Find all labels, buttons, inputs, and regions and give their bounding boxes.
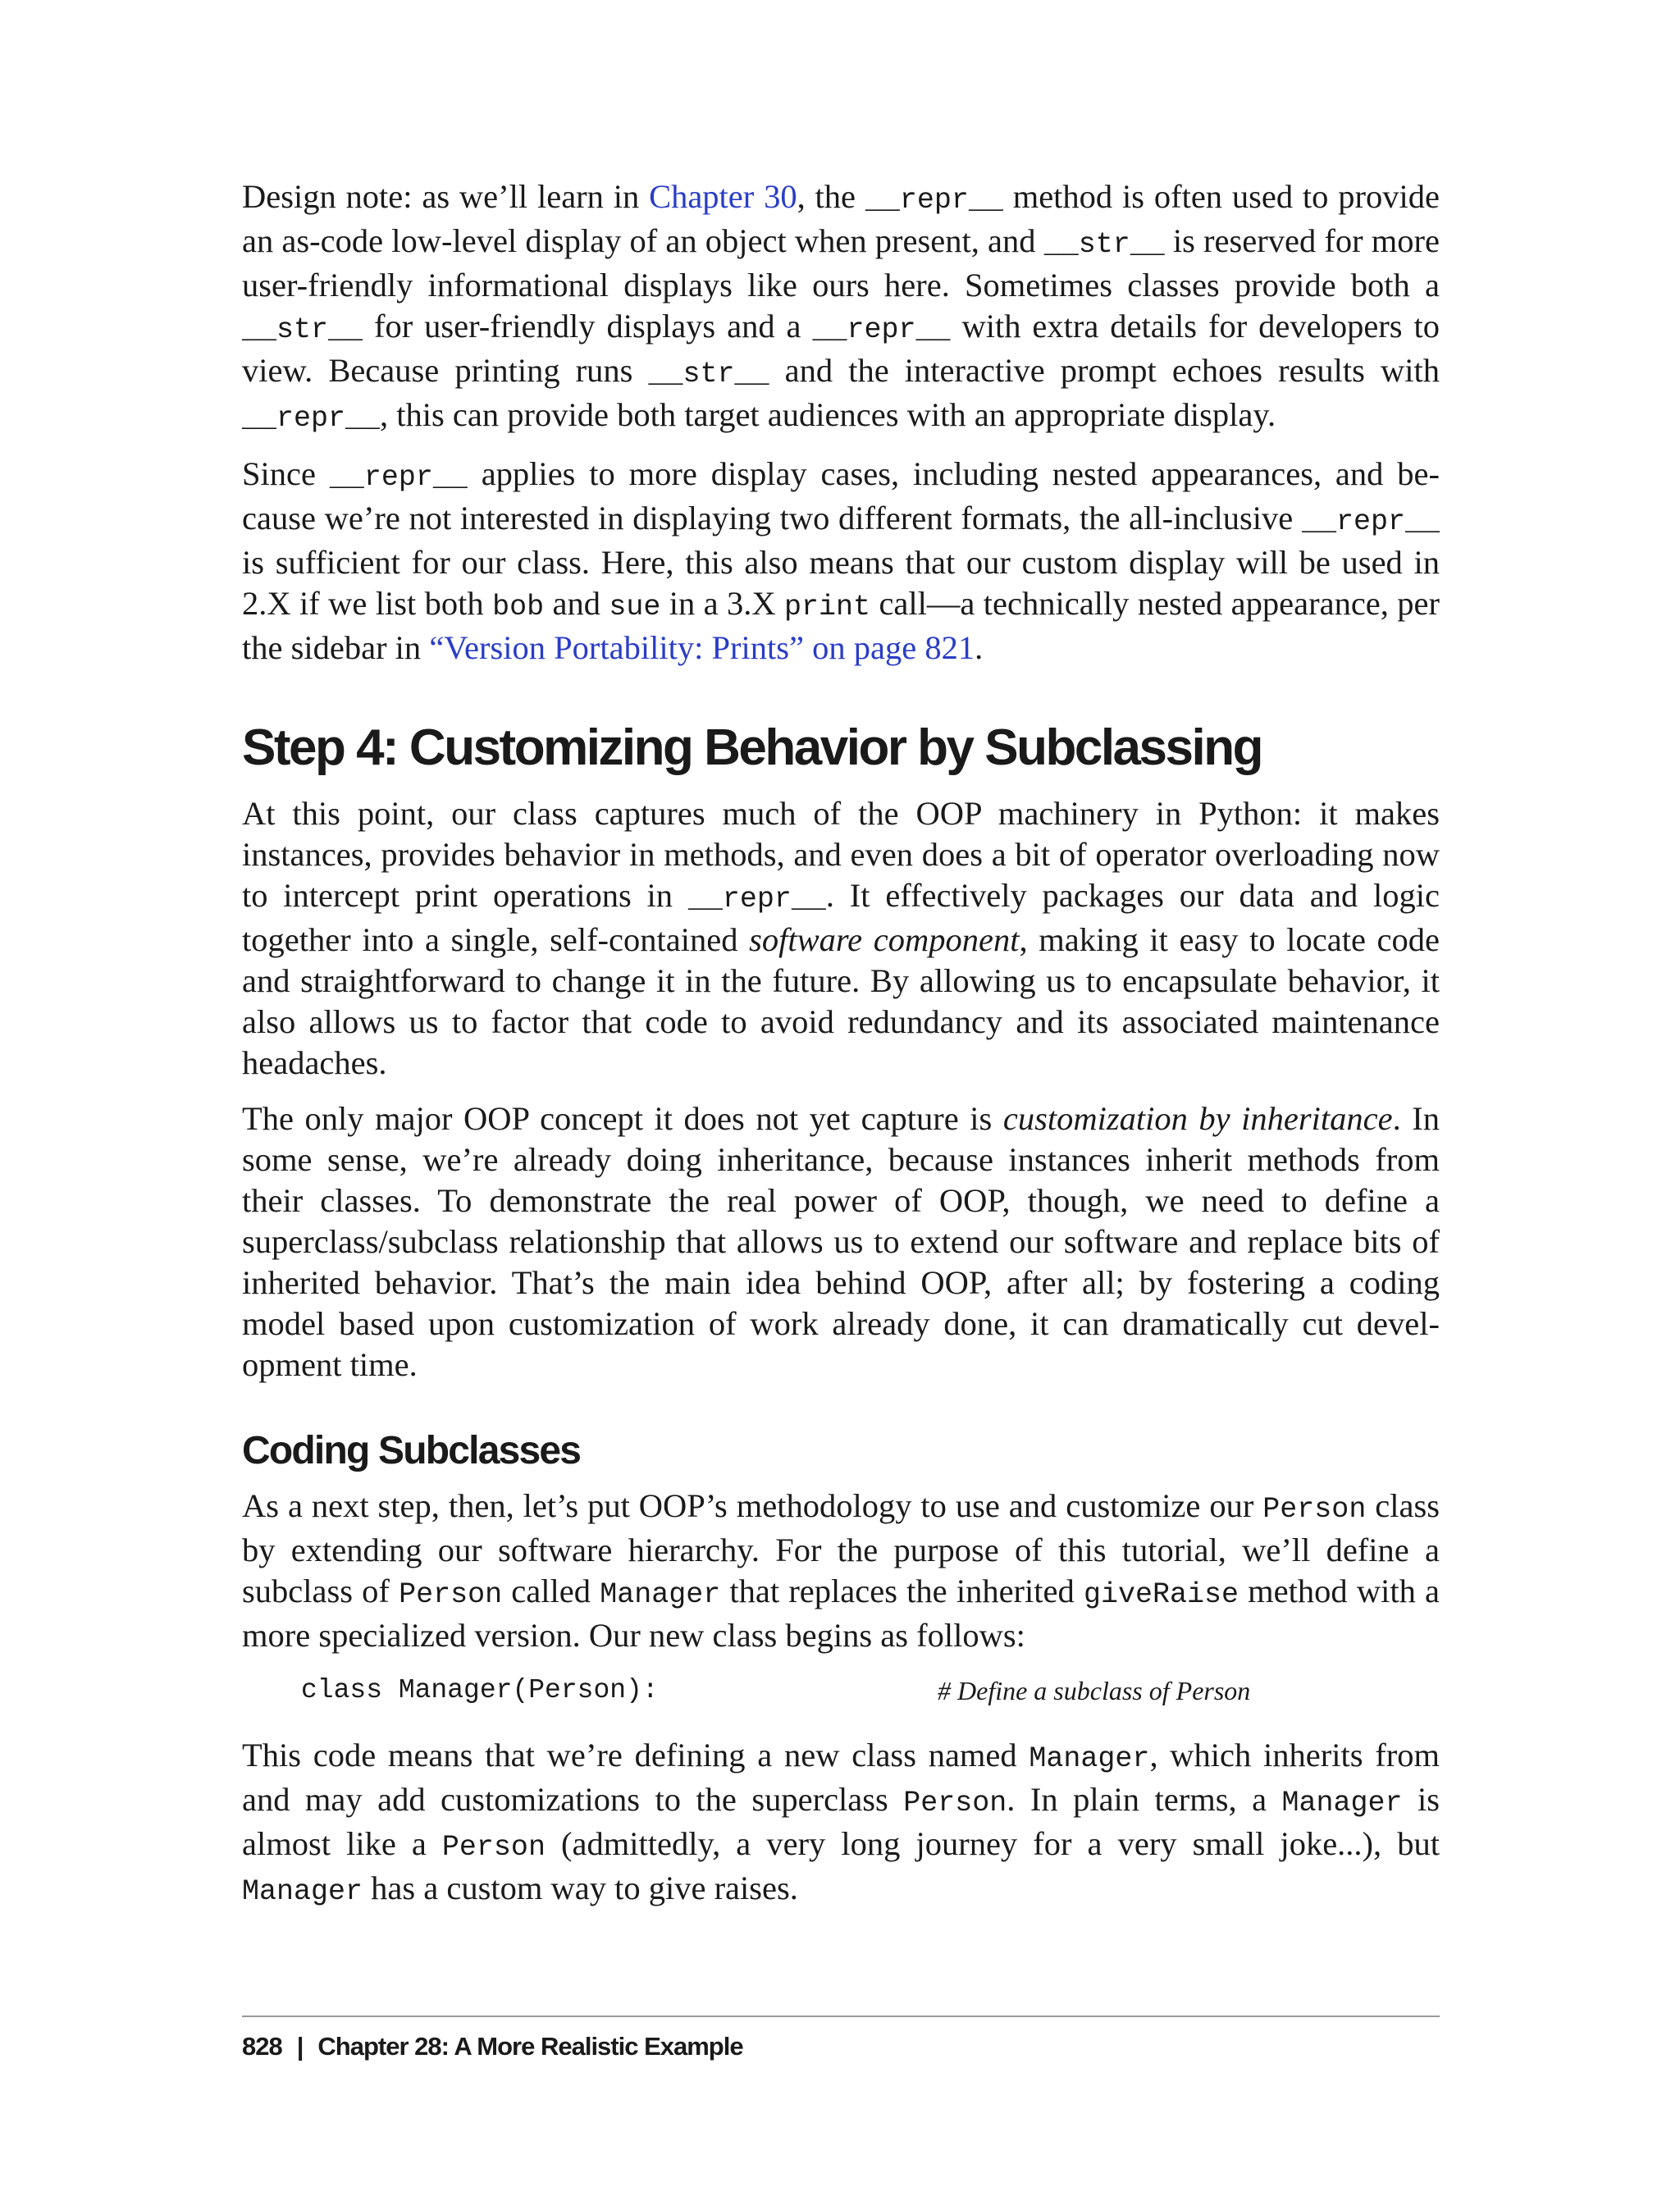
paragraph-this-code: [242, 1735, 1440, 1912]
paragraph-since-repr: [242, 454, 1440, 669]
subsection-heading: Coding Subclasses: [242, 1429, 581, 1472]
paragraph-at-this-point: [242, 793, 1440, 1084]
text: Design note: as we’ll learn in: [242, 178, 650, 215]
code-str: __str__: [242, 313, 363, 346]
text: . In plain terms, a: [1007, 1781, 1282, 1818]
code-person: Person: [441, 1831, 546, 1864]
text: (admittedly, a very long journey for a very small joke...), but: [545, 1825, 1440, 1862]
text: At this point, our class captures much of the OOP machinery in Python: it makes instances, provides behavior in methods, and even does a bit of operator overloading now to intercept print operations in: [242, 795, 1440, 914]
code-person: Person: [1262, 1493, 1367, 1526]
section-heading: Step 4: Customizing Behavior by Subclassing: [242, 719, 1262, 776]
text: applies to more display cases, including nested appearances, and because we’re not interested in displaying two different formats, the all-inclusive: [242, 455, 1440, 536]
chapter-30-link[interactable]: Chapter 30: [649, 178, 797, 215]
text: is sufficient for our class. Here, this also means that our custom display will be used in 2.X if we list both: [242, 544, 1440, 622]
code-repr: __repr__: [329, 461, 468, 494]
text: and the interactive prompt echoes results with: [769, 352, 1440, 389]
text: . In some sense, we’re already doing inheritance, because instances inherit methods from their classes. To demonstrate the real power of OOP, though, we need to define a superclass/subclass relationship that allows us to extend our software and replace bits of inherited behavior. That’s the main idea behind OOP, after all; by fostering a coding model based upon customization of work already done, it can dramatically cut development time.: [242, 1100, 1440, 1383]
code-repr: __repr__: [865, 184, 1003, 217]
text: method with a more specialized version. Our new class begins as follows:: [242, 1573, 1440, 1654]
code-repr: __repr__: [812, 313, 951, 346]
footer-divider: [242, 2016, 1440, 2017]
paragraph-oop-concept: [242, 1098, 1440, 1386]
text: and: [544, 585, 609, 622]
page-number: 828: [242, 2032, 282, 2061]
text: with extra details for developers to view. Because printing runs: [242, 308, 1440, 389]
text: is almost like a: [242, 1781, 1440, 1862]
text: in a 3.X: [660, 585, 785, 622]
text: This code means that we’re defining a new class named: [242, 1737, 1029, 1774]
text: . It effectively packages our data and logic together into a single, self-contained: [242, 877, 1440, 958]
text: has a custom way to give raises.: [363, 1869, 798, 1906]
text: The only major OOP concept it does not yet capture is: [242, 1100, 1003, 1137]
text: for user-friendly displays and a: [363, 308, 813, 345]
text: As a next step, then, let’s put OOP’s methodology to use and customize our: [242, 1487, 1263, 1524]
code-comment: # Define a subclass of Person: [938, 1676, 1251, 1705]
text: is reserved for more user-friendly informational displays like ours here. Sometimes classes provide both a: [242, 222, 1440, 304]
chapter-title: Chapter 28: A More Realistic Example: [317, 2032, 743, 2061]
text: , this can provide both target audiences with an appropriate display.: [380, 396, 1276, 433]
code-str: __str__: [1043, 228, 1165, 261]
text: .: [975, 629, 984, 666]
text: call—a technically nested appearance, per the sidebar in: [242, 585, 1440, 666]
code-sue: sue: [609, 591, 661, 623]
code-manager: Manager: [1029, 1742, 1150, 1775]
text: class by extending our software hierarchy. For the purpose of this tutorial, we’ll define a subclass of: [242, 1487, 1440, 1609]
text: called: [502, 1573, 600, 1609]
text: method is often used to provide an as-code low-level display of an object when present, and: [242, 178, 1440, 259]
emphasis: software component: [749, 921, 1020, 958]
code-person: Person: [903, 1787, 1007, 1819]
text: , the: [797, 178, 865, 215]
code-giveraise: giveRaise: [1083, 1578, 1239, 1611]
paragraph-design-note: [242, 176, 1440, 439]
text: Since: [242, 455, 330, 492]
code-bob: bob: [492, 591, 545, 623]
text: , which inherits from and may add customizations to the superclass: [242, 1737, 1440, 1818]
page-footer: [242, 2029, 743, 2065]
emphasis: customization by inheritance: [1002, 1100, 1393, 1137]
code-example: [242, 1671, 1440, 1710]
code-person: Person: [399, 1578, 503, 1611]
code-str: __str__: [648, 358, 769, 390]
code-repr: __repr__: [242, 402, 381, 435]
code-print: print: [784, 591, 871, 623]
code-manager: Manager: [600, 1578, 721, 1611]
code-repr: __repr__: [1301, 505, 1440, 538]
text: that replaces the inherited: [720, 1573, 1084, 1609]
footer-separator: |: [296, 2032, 304, 2061]
code-manager: Manager: [242, 1875, 363, 1908]
page-content: [242, 176, 1440, 1927]
paragraph-next-step: [242, 1486, 1440, 1656]
code-line: class Manager(Person):: [301, 1675, 659, 1705]
code-repr: __repr__: [687, 883, 826, 915]
version-portability-link[interactable]: “Version Portability: Prints” on page 821: [429, 629, 975, 666]
text: , making it easy to locate code and straightforward to change it in the future. By allowing us to encapsulate behavior, it also allows us to factor that code to avoid redundancy and its associated maintenance headaches.: [242, 921, 1440, 1081]
code-manager: Manager: [1281, 1787, 1403, 1819]
